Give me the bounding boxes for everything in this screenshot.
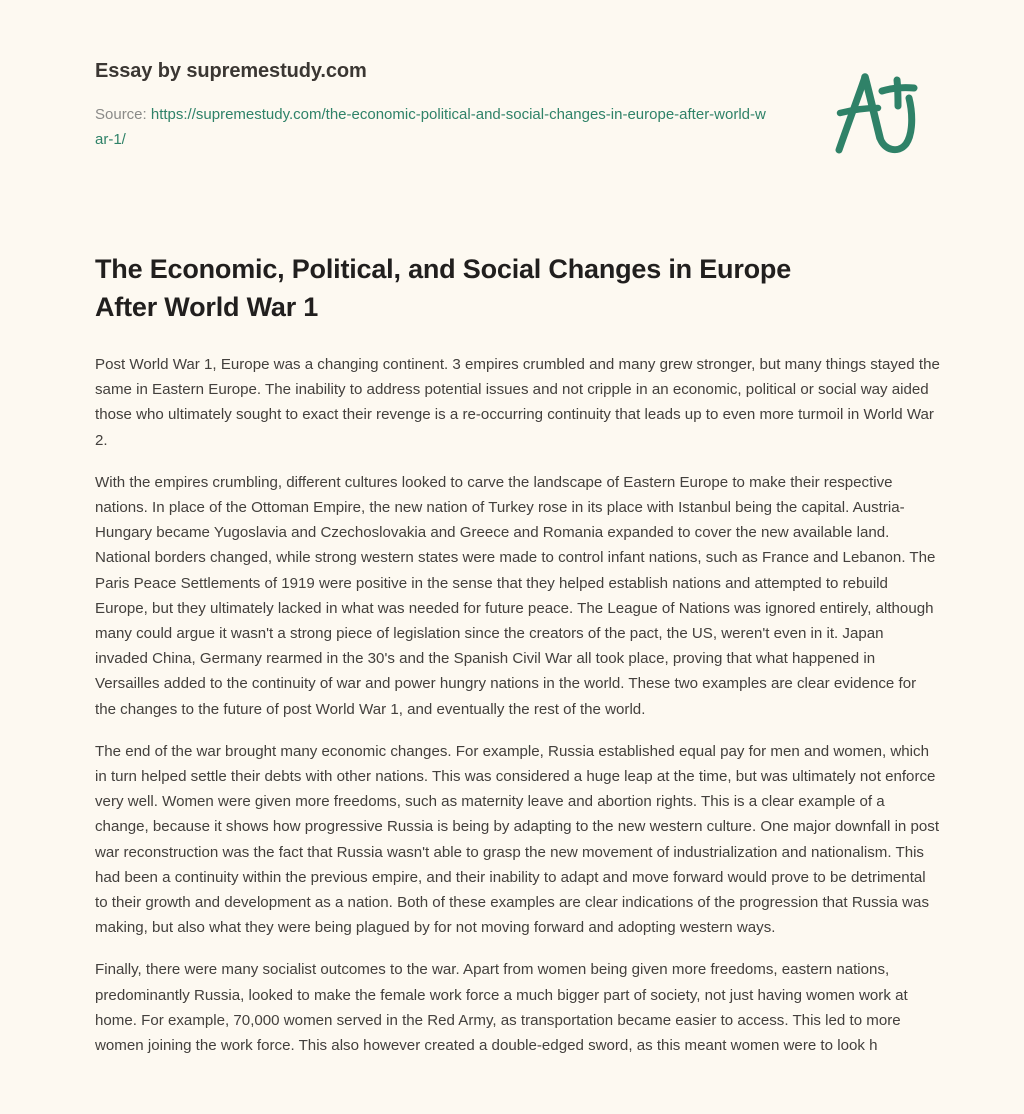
essay-body xyxy=(95,352,940,1058)
paragraph: The end of the war brought many economic changes. For example, Russia established equal pay for men and women, which in turn helped settle their debts with other nations. This was considered a huge leap at the time, but was ultimately not enforce very well. Women were given more freedoms, such as maternity leave and abortion rights. This is a clear example of a change, because it shows how progressive Russia is being by adapting to the new western culture. One major downfall in post war reconstruction was the fact that Russia wasn't able to grasp the new movement of industrialization and nationalism. This had been a continuity within the previous empire, and their inability to adapt and move forward would prove to be detrimental to their growth and development as a nation. Both of these examples are clear indications of the progression that Russia was making, but also what they were being plagued by for not moving forward and adopting western ways. xyxy=(95,742,940,937)
essay-attribution: Essay by supremestudy.com xyxy=(95,60,367,82)
source-label: Source: xyxy=(95,106,147,123)
document-header xyxy=(95,57,795,152)
source-line xyxy=(95,85,767,152)
paragraph: Finally, there were many socialist outcomes to the war. Apart from women being given more freedoms, eastern nations, predominantly Russia, looked to make the female work force a much bigger part of society, not just having women work at home. For example, 70,000 women served in the Red Army, as transportation became easier to access. This led to more women joining the work force. This also however created a double-edged sword, as this meant women were to look h xyxy=(95,961,908,1055)
aplus-logo xyxy=(818,62,938,167)
paragraph: Post World War 1, Europe was a changing continent. 3 empires crumbled and many grew stronger, but many things stayed the same in Eastern Europe. The inability to address potential issues and not cripple in an economic, political or social way aided those who ultimately sought to exact their revenge is a re-occurring continuity that leads up to even more turmoil in World War 2. xyxy=(95,356,940,449)
paragraph: With the empires crumbling, different cultures looked to carve the landscape of Eastern Europe to make their respective nations. In place of the Ottoman Empire, the new nation of Turkey rose in its place with Istanbul being the capital. Austria-Hungary became Yugoslavia and Czechoslovakia and Greece and Romania expanded to cover the new available land. National borders changed, while strong western states were made to control infant nations, such as France and Lebanon. The Paris Peace Settlements of 1919 were positive in the sense that they helped establish nations and attempted to rebuild Europe, but they ultimately lacked in what was needed for future peace. The League of Nations was ignored entirely, although many could argue it wasn't a strong piece of legislation since the creators of the pact, the US, weren't even in it. Japan invaded China, Germany rearmed in the 30's and the Spanish Civil War all took place, proving that what happened in Versailles added to the continuity of war and power hungry nations in the world. These two examples are clear evidence for the changes to the future of post World War 1, and eventually the rest of the world. xyxy=(95,473,936,718)
source-url-link[interactable]: https://supremestudy.com/the-economic-political-and-social-changes-in-europe-after-world-war-1/ xyxy=(95,106,766,148)
aplus-logo-icon xyxy=(818,62,938,167)
page-title: The Economic, Political, and Social Changes in Europe After World War 1 xyxy=(95,254,792,322)
